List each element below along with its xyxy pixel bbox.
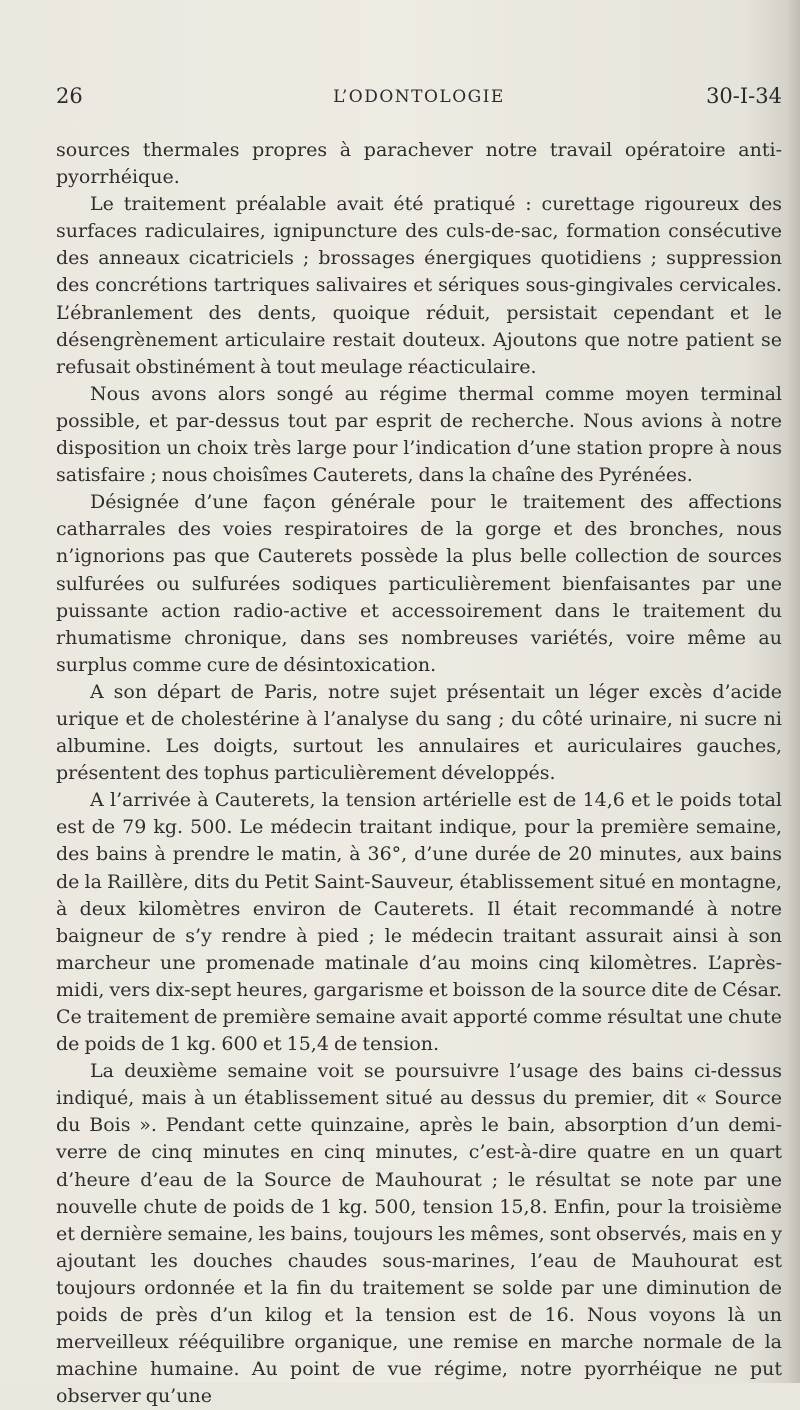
page-number: 26: [56, 84, 83, 108]
paragraph: A l’arrivée à Cauterets, la tension artérielle est de 14,6 et le poids total est de 79 kg. 500. Le médecin traitant indique, pour la première semaine, des bains à prendre le matin, à 36°, d’une durée de 20 minutes, aux bains de la Raillère, dits du Petit Saint-Sauveur, établissement situé en montagne, à deux kilomètres environ de Cauterets. Il était recommandé à notre baigneur de s’y rendre à pied ; le médecin traitant assurait ainsi à son marcheur une promenade matinale d’au moins cinq kilomètres. L’après-midi, vers dix-sept heures, gargarisme et boisson de la source dite de César. Ce traitement de première semaine avait apporté comme résultat une chute de poids de 1 kg. 600 et 15,4 de tension.: [56, 789, 782, 1056]
paragraph-continuation: sources thermales propres à parachever notre travail opératoire anti-pyorrhéique.: [56, 139, 782, 189]
page-edge-shadow: [786, 0, 800, 1383]
running-title: L’ODONTOLOGIE: [333, 87, 505, 107]
paragraph: Désignée d’une façon générale pour le traitement des affections catharrales des voies respiratoires de la gorge et des bronches, nous n’ignorions pas que Cauterets possède la plus belle collection de sources sulfurées ou sulfurées sodiques particulièrement bienfaisantes par une puissante action radio-active et accessoirement dans le traitement du rhumatisme chronique, dans ses nombreuses variétés, voire même au surplus comme cure de désintoxication.: [56, 491, 782, 676]
body-text: [56, 137, 782, 1410]
paragraph: Le traitement préalable avait été pratiqué : curettage rigoureux des surfaces radiculaires, ignipuncture des culs-de-sac, formation consécutive des anneaux cicatriciels ; brossages énergiques quotidiens ; suppression des concrétions tartriques salivaires et sériques sous-gingivales cervicales. L’ébranlement des dents, quoique réduit, persistait cependant et le désengrènement articulaire restait douteux. Ajoutons que notre patient se refusait obstinément à tout meulage réacticulaire.: [56, 193, 782, 378]
issue-date: 30-I-34: [706, 84, 782, 108]
paragraph: Nous avons alors songé au régime thermal comme moyen terminal possible, et par-dessus tout par esprit de recherche. Nous avions à notre disposition un choix très large pour l’indication d’une station propre à nous satisfaire ; nous choisîmes Cauterets, dans la chaîne des Pyrénées.: [56, 382, 782, 487]
paragraph: La deuxième semaine voit se poursuivre l’usage des bains ci-dessus indiqué, mais à un établissement situé au dessus du premier, dit « Source du Bois ». Pendant cette quinzaine, après le bain, absorption d’un demi-verre de cinq minutes en cinq minutes, c’est-à-dire quatre en un quart d’heure d’eau de la Source de Mauhourat ; le résultat se note par une nouvelle chute de poids de 1 kg. 500, tension 15,8. Enfin, pour la troisième et dernière semaine, les bains, toujours les mêmes, sont observés, mais en y ajoutant les douches chaudes sous-marines, l’eau de Mauhourat est toujours ordonnée et la fin du traitement se solde par une diminution de poids de près d’un kilog et la tension est de 16. Nous voyons là un merveilleux rééquilibre organique, une remise en marche normale de la machine humaine. Au point de vue régime, notre pyorrhéique ne put observer qu’une: [56, 1060, 782, 1408]
paragraph: A son départ de Paris, notre sujet présentait un léger excès d’acide urique et de cholestérine à l’analyse du sang ; du côté urinaire, ni sucre ni albumine. Les doigts, surtout les annulaires et auriculaires gauches, présentent des tophus particulièrement développés.: [56, 680, 782, 785]
page-header: [56, 84, 782, 114]
